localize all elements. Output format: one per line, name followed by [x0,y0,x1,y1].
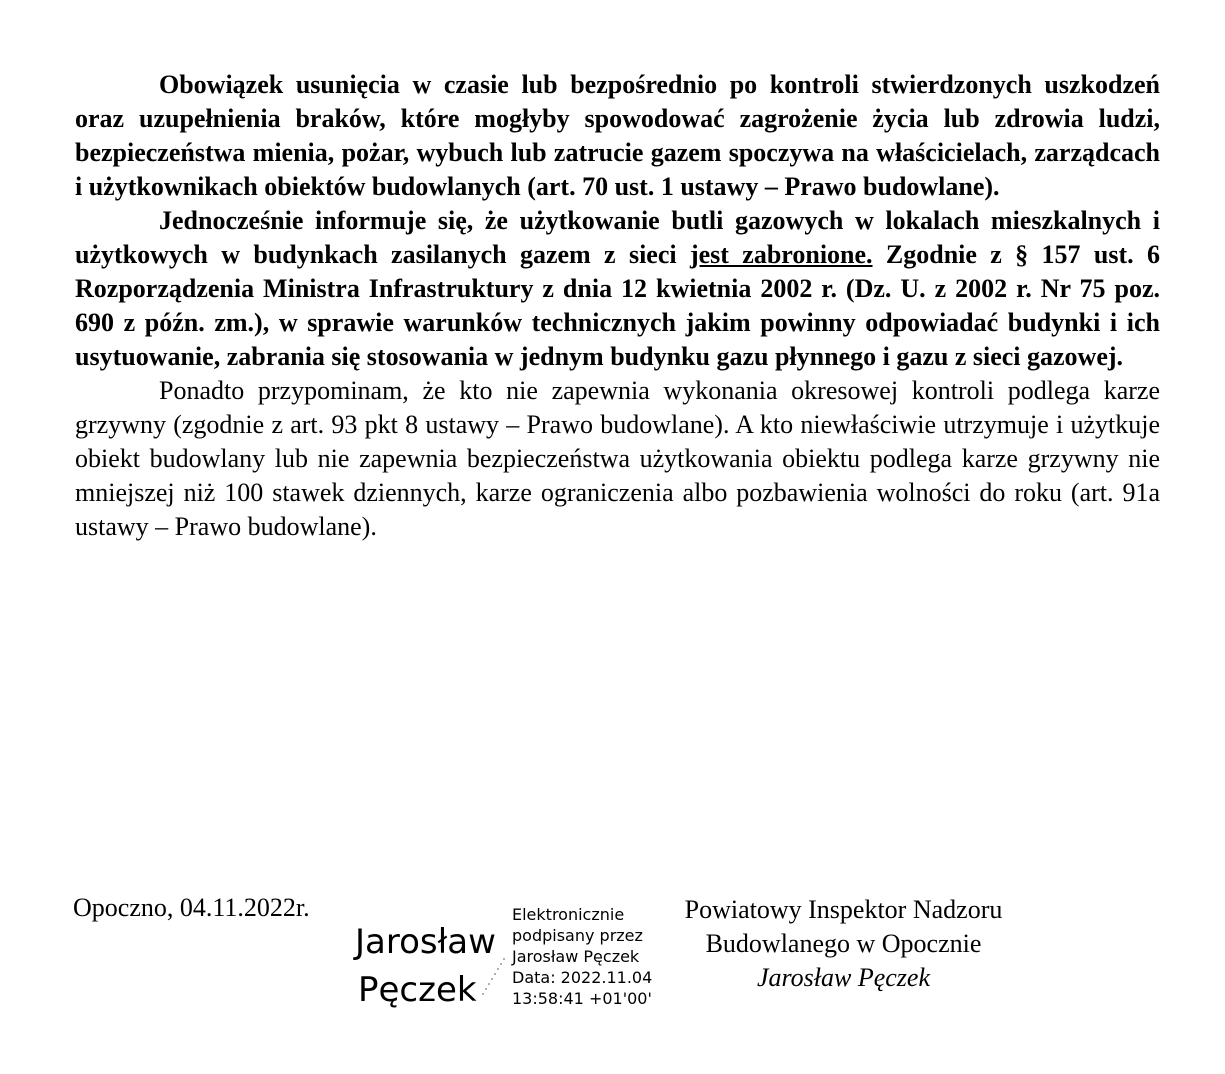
signature-decoration [478,955,508,1015]
paragraph-gas-cylinders-part2: Zgodnie z § 157 ust. 6 Rozporządzenia Ministra Infrastruktury z dnia 12 kwietnia 2002 r. (Dz. U. z 2002 r. Nr 75 poz. 690 z późn. zm.), w sprawie warunków technicznych jakim powinny odpowiadać budynki i ich usytuowanie, zabrania się stosowania w jednym budynku gazu płynnego i gazu z sieci gazowej. [75,240,1160,371]
inspector-title-line2: Budowlanego w Opocznie [705,929,982,958]
signature-detail-line: Elektronicznie [512,905,625,924]
place-and-date: Opoczno, 04.11.2022r. [73,893,310,922]
inspector-block [666,893,1021,995]
signature-details [512,904,652,1009]
signature-last-name: Pęczek [358,970,477,1010]
paragraph-penalties: Ponadto przypominam, że kto nie zapewnia wykonania okresowej kontroli podlega karze grzywny (zgodnie z art. 93 pkt 8 ustawy – Prawo budowlane). A kto niewłaściwie utrzymuje i użytkuje obiekt budowlany lub nie zapewnia bezpieczeństwa użytkowania obiektu podlega karze grzywny nie mniejszej niż 100 stawek dziennych, karze ograniczenia albo pozbawienia wolności do roku (art. 91a ustawy – Prawo budowlane). [75,376,1160,541]
paragraph-obligation: Obowiązek usunięcia w czasie lub bezpośrednio po kontroli stwierdzonych uszkodzeń oraz uzupełnienia braków, które mogłyby spowodować zagrożenie życia lub zdrowia ludzi, bezpieczeństwa mienia, pożar, wybuch lub zatrucie gazem spoczywa na właścicielach, zarządcach i użytkownikach obiektów budowlanych (art. 70 ust. 1 ustawy – Prawo budowlane). [75,70,1160,201]
paragraph-gas-cylinders-part1: Jednocześnie informuje się, że użytkowanie butli gazowych w lokalach mieszkalnych i użytkowych w budynkach zasilanych gazem z sieci [75,206,1160,269]
electronic-signature-name [355,918,496,1014]
paragraph-gas-cylinders [75,204,1160,374]
letter-body [75,68,1160,544]
prohibited-phrase: jest zabronione. [689,240,873,269]
signature-detail-line: podpisany przez [512,926,643,945]
signature-detail-line: Jarosław Pęczek [512,947,640,966]
signature-detail-line: 13:58:41 +01'00' [512,989,652,1008]
inspector-title-line1: Powiatowy Inspektor Nadzoru [684,895,1003,924]
inspector-name: Jarosław Pęczek [756,963,931,992]
signature-first-name: Jarosław [355,922,496,962]
signature-detail-line: Data: 2022.11.04 [512,968,653,987]
